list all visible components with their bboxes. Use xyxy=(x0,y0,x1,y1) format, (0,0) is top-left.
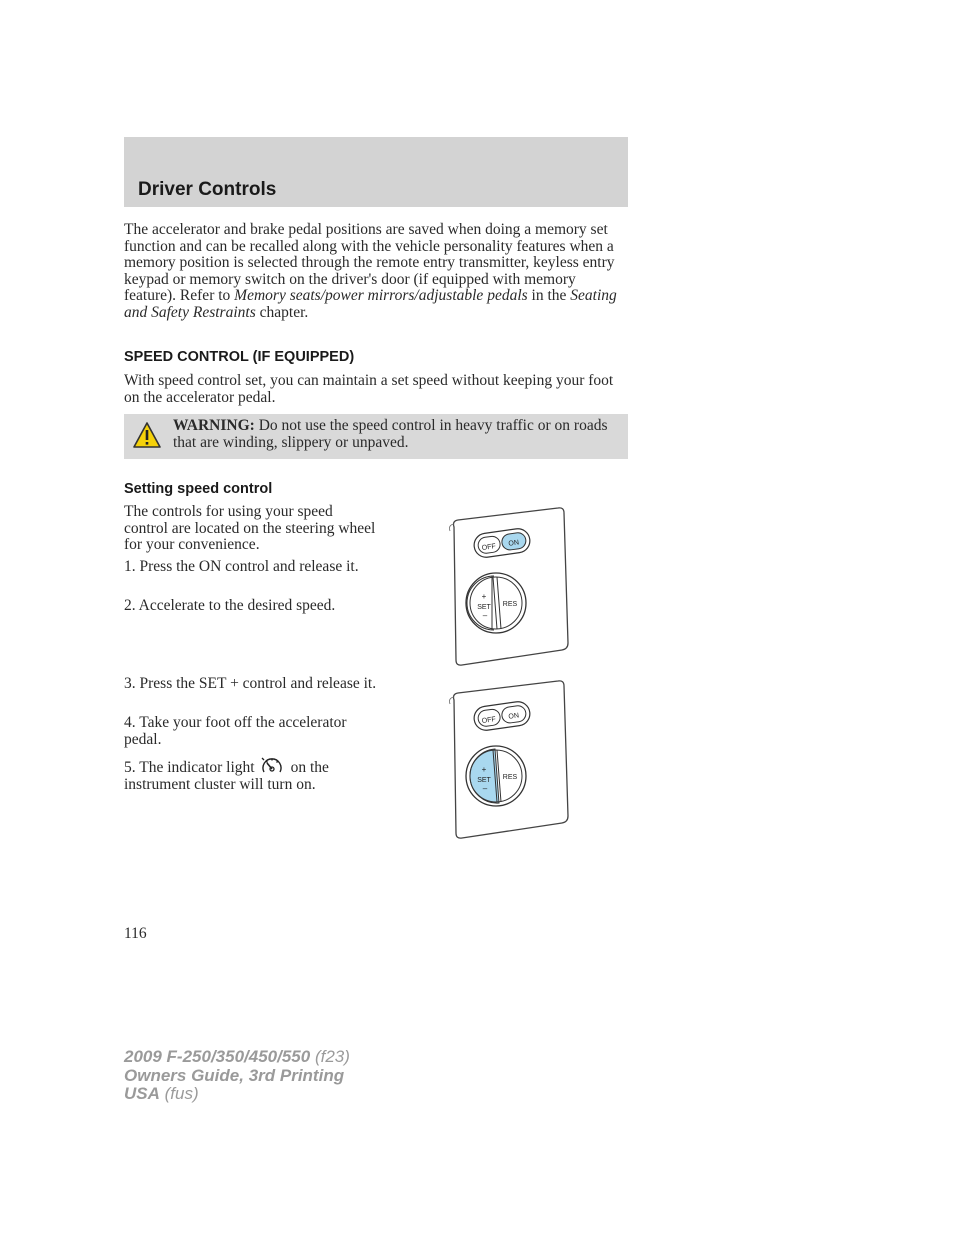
res-label: RES xyxy=(502,774,518,781)
intro-italic-seating: Seating and Safety Restraints xyxy=(124,287,617,321)
on-label: ON xyxy=(508,539,520,548)
footer-guide: Owners Guide, 3rd Printing xyxy=(124,1065,345,1085)
step-2: 2. Accelerate to the desired speed. xyxy=(124,597,336,614)
speed-control-heading: SPEED CONTROL (IF EQUIPPED) xyxy=(124,349,355,365)
footer-line-model xyxy=(124,1048,350,1067)
intro-text-before: The accelerator and brake pedal positions are saved when doing a memory set function and can be recalled along with the vehicle personality features when a memory position is selected through the remote entry transmitter, keyless entry keypad or memory switch on the driver's door (if equipped with memory feature). Refer to xyxy=(124,221,615,304)
step-5 xyxy=(124,756,379,793)
speed-control-intro: With speed control set, you can maintain a set speed without keeping your foot on the accelerator pedal. xyxy=(124,372,614,406)
header-band xyxy=(124,137,628,207)
footer-model: 2009 F-250/350/450/550 xyxy=(124,1047,311,1066)
setting-intro: The controls for using your speed control are located on the steering wheel for your convenience. xyxy=(124,503,376,553)
minus-label: – xyxy=(482,784,488,793)
intro-italic-memory: Memory seats/power mirrors/adjustable pedals xyxy=(234,287,528,304)
warning-triangle-icon xyxy=(132,421,162,449)
step-3: 3. Press the SET + control and release it. xyxy=(124,675,377,692)
plus-label: + xyxy=(481,592,487,601)
warning-text xyxy=(173,418,619,451)
set-label: SET xyxy=(477,777,491,784)
set-res-switch xyxy=(466,573,526,633)
step-4: 4. Take your foot off the accelerator pedal. xyxy=(124,714,347,748)
set-label: SET xyxy=(477,604,491,611)
speed-control-indicator-icon xyxy=(259,756,285,776)
speed-control-switch-figure-on xyxy=(440,505,575,670)
intro-paragraph xyxy=(124,222,624,321)
warning-label: WARNING: xyxy=(173,417,255,434)
res-label: RES xyxy=(502,601,518,608)
page-number: 116 xyxy=(124,925,147,942)
off-label: OFF xyxy=(481,716,497,725)
minus-label: – xyxy=(482,611,488,620)
set-res-switch xyxy=(466,746,526,806)
plus-label: + xyxy=(481,765,487,774)
footer-model-code: (f23) xyxy=(310,1047,350,1066)
speed-control-switch-figure-set xyxy=(440,678,575,843)
intro-text-middle: in the xyxy=(527,287,571,304)
page-title: Driver Controls xyxy=(138,179,277,200)
warning-box xyxy=(124,414,628,459)
document-footer xyxy=(124,1048,350,1104)
on-label: ON xyxy=(508,712,520,721)
footer-market-code: (fus) xyxy=(159,1084,199,1103)
step-5-text-before: 5. The indicator light xyxy=(124,759,255,776)
footer-line-market xyxy=(124,1085,350,1104)
warning-body: Do not use the speed control in heavy traffic or on roads that are winding, slippery or unpaved. xyxy=(173,417,608,451)
step-1: 1. Press the ON control and release it. xyxy=(124,558,359,575)
step-5-text-after: on the instrument cluster will turn on. xyxy=(124,759,329,793)
off-label: OFF xyxy=(481,543,497,552)
intro-text-after: chapter. xyxy=(255,303,309,321)
setting-speed-control-heading: Setting speed control xyxy=(124,481,273,497)
footer-market: USA xyxy=(124,1084,160,1103)
